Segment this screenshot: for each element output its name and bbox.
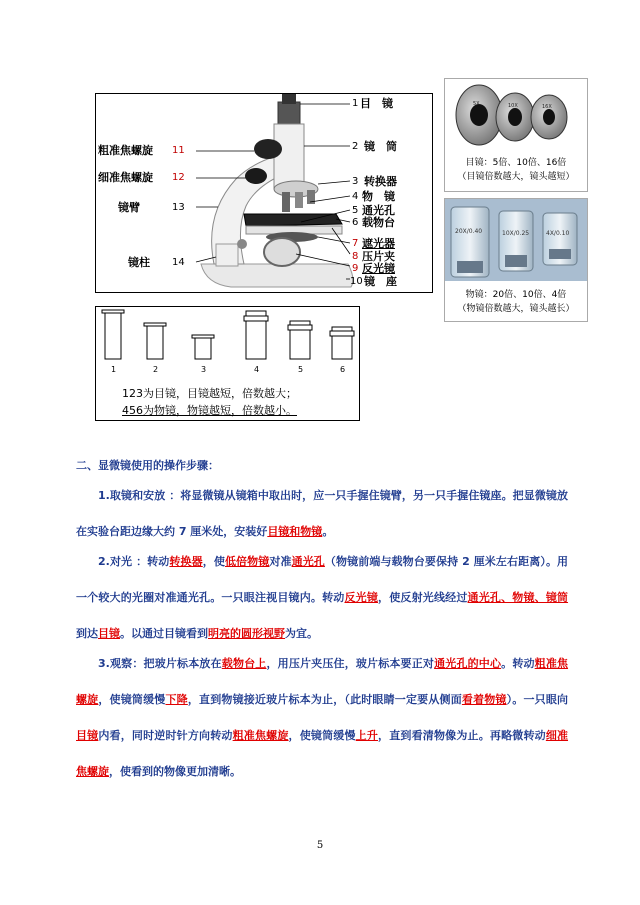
highlight-term: 转换器 [169,555,203,568]
body-text: 。以通过目镜看到 [120,627,208,640]
body-text: 内看，同时逆时针方向转动 [98,729,233,742]
objective-mark-20x: 20X/0.40 [455,228,483,235]
step-observe [76,646,568,790]
highlight-term: 通光孔、物镜、镜筒 [467,591,569,604]
objective-lenses-image [445,199,587,281]
highlight-term: 载物台上 [221,657,267,670]
body-text: 2.对光 ：转动 [98,555,170,568]
num-7: 7 [352,238,359,249]
label-stage: 载物台 [362,216,395,229]
label-mirror: 反光镜 [362,262,395,275]
section-heading: 二、显微镜使用的操作步骤： [76,459,219,472]
lens-num-5: 5 [298,365,304,374]
body-text: ）。一只眼向 [506,693,569,706]
step-light-adjust [76,544,568,652]
lens-num-4: 4 [254,365,260,374]
highlight-term: 目镜和物镜 [267,525,323,538]
num-1: 1 [352,98,359,109]
eyepiece-caption-2: （目镜倍数越大，镜头越短） [457,172,575,182]
page-number: 5 [316,840,324,851]
label-base: 镜 座 [364,275,397,288]
num-11: 11 [172,145,185,156]
microscope-figure [95,93,433,293]
body-text: ，直到物镜接近玻片标本为止，（此时眼睛一定要从侧面 [187,693,462,706]
objective-mark-10x: 10X/0.25 [502,230,530,237]
lens-note-1: 123为目镜，目镜越短，倍数越大； [122,387,297,400]
num-5: 5 [352,205,359,216]
num-14: 14 [172,257,185,268]
highlight-term: 低倍物镜 [224,555,270,568]
lens-num-3: 3 [201,365,207,374]
body-text: ，直到看清物像为止。再略微转动 [378,729,546,742]
label-nosepiece: 转换器 [364,175,397,188]
body-text: ，使镜筒缓慢 [288,729,356,742]
num-13: 13 [172,202,185,213]
body-text: ，使镜筒缓慢 [98,693,166,706]
num-2: 2 [352,141,359,152]
lens-num-6: 6 [340,365,346,374]
num-10: 10 [350,276,363,287]
body-text: 。 [322,525,334,538]
num-4: 4 [352,191,359,202]
highlight-term: 看着物镜 [461,693,507,706]
lens-num-1: 1 [111,365,117,374]
body-text: ，使反射光线经过 [378,591,468,604]
label-stage-clip: 压片夹 [362,250,395,263]
label-objective: 物 镜 [362,190,395,203]
highlight-term: 粗准焦螺旋 [232,729,289,742]
label-pillar: 镜柱 [128,256,150,269]
num-12: 12 [172,172,185,183]
eyepiece-mark-10x: 10X [508,103,518,109]
label-aperture: 通光孔 [362,204,395,217]
body-text: 1.取镜和安放 ：将显微镜从镜箱中取出时，应一只手握住镜臂，另一只手握住镜座。把显微镜放在实验台距边缘大约 7 厘米处，安装好 [76,489,568,538]
highlight-term: 反光镜 [344,591,379,604]
eyepiece-caption-1: 目镜：5倍、10倍、16倍 [465,158,567,168]
highlight-term: 通光孔的中心 [434,657,502,670]
lens-note-2: 456为物镜，物镜越短，倍数越小。 [122,404,297,417]
highlight-term: 上升 [355,729,379,742]
lens-length-diagram [95,306,360,421]
objective-caption-2: （物镜倍数越大，镜头越长） [457,304,575,314]
num-3: 3 [352,176,359,187]
highlight-term: 通光孔 [291,555,325,568]
highlight-term: 细准焦螺旋 [76,729,569,778]
body-text: ，使看到的物像更加清晰。 [109,765,241,778]
highlight-term: 下降 [165,693,188,706]
label-fine-focus: 细准焦螺旋 [98,171,153,184]
objective-mark-4x: 4X/0.10 [546,230,570,237]
body-text: 对准 [269,555,292,568]
highlight-term: 明亮的圆形视野 [208,627,285,640]
label-tube: 镜 筒 [364,140,397,153]
highlight-term: 目镜 [98,627,120,640]
objective-photo [444,198,588,322]
eyepiece-lenses-image [445,79,587,151]
body-text: 为宜。 [285,627,318,640]
num-8: 8 [352,251,359,262]
label-coarse-focus: 粗准焦螺旋 [98,144,153,157]
label-eyepiece: 目 镜 [360,97,393,110]
eyepiece-photo [444,78,588,192]
body-text: （物镜前端与载物台要保持 2 厘米左右距离）。用一个较大的光圈对准通光孔。一只眼注视目镜内。转动 [76,555,569,604]
num-6: 6 [352,217,359,228]
body-text: 3.观察：把玻片标本放在 [98,657,222,670]
eyepiece-mark-5x: 5X [473,101,480,107]
num-9: 9 [352,263,359,274]
highlight-term: 粗准焦螺旋 [76,657,569,706]
step-take-and-place [76,478,568,550]
objective-caption-1: 物镜：20倍、10倍、4倍 [465,290,567,300]
highlight-term: 目镜 [76,729,99,742]
lens-shapes [96,307,359,371]
label-arm: 镜臂 [118,201,140,214]
label-diaphragm: 遮光器 [362,237,395,250]
body-text: ，用压片夹压住，玻片标本要正对 [266,657,435,670]
eyepiece-mark-16x: 16X [542,104,552,110]
body-text: 。转动 [501,657,535,670]
body-text: ，使 [202,555,225,568]
body-text: 到达 [76,627,98,640]
lens-num-2: 2 [153,365,159,374]
